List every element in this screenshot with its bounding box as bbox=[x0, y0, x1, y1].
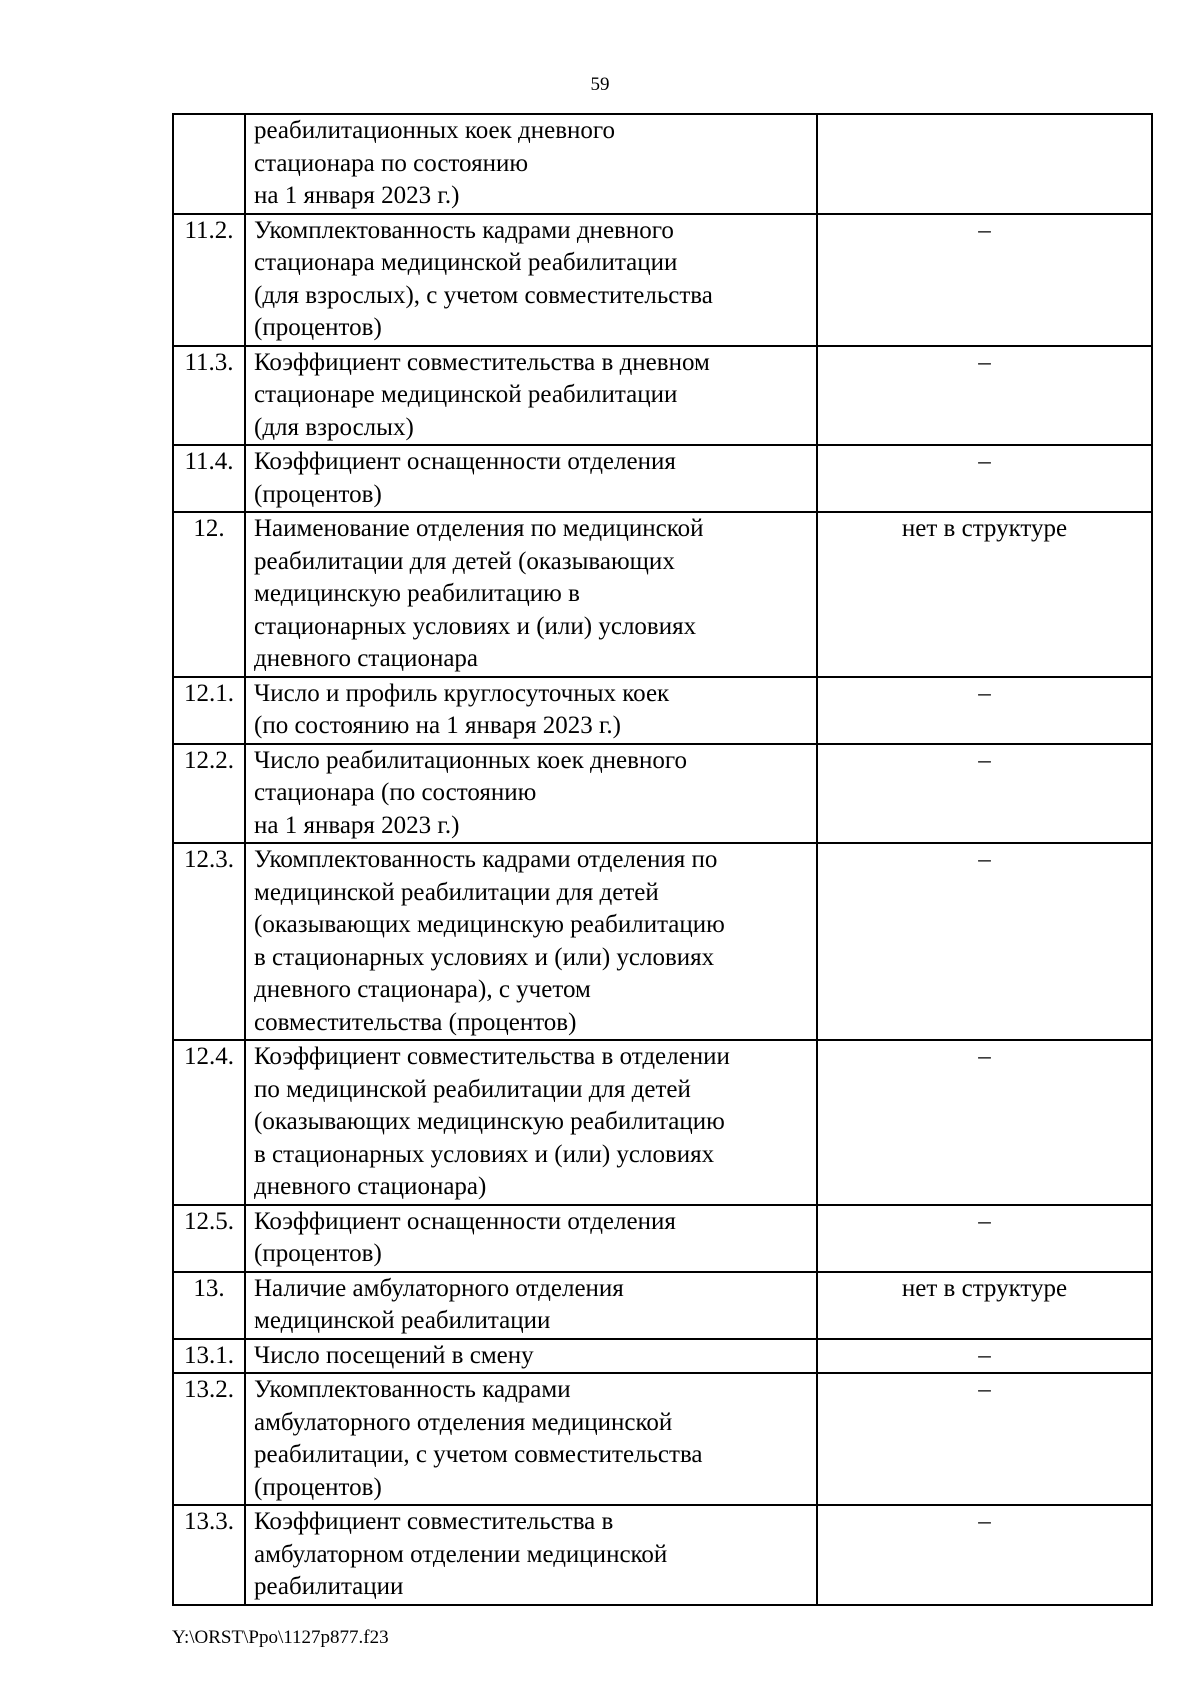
table-row bbox=[173, 1272, 1152, 1339]
row-value: – bbox=[817, 1505, 1152, 1605]
row-value: – bbox=[817, 1339, 1152, 1374]
description-line: (оказывающих медицинскую реабилитацию bbox=[254, 911, 725, 938]
description-line: на 1 января 2023 г.) bbox=[254, 811, 460, 839]
row-description bbox=[245, 843, 817, 1040]
row-value: – bbox=[817, 1373, 1152, 1505]
description-line: дневного стационара), с учетом bbox=[254, 976, 591, 1003]
table-row bbox=[173, 677, 1152, 744]
description-line: (для взрослых) bbox=[254, 413, 414, 441]
row-value: – bbox=[817, 843, 1152, 1040]
description-line: Коэффициент совместительства в отделении bbox=[254, 1043, 730, 1070]
description-line: совместительства (процентов) bbox=[254, 1008, 577, 1036]
description-line: реабилитационных коек дневного bbox=[254, 117, 616, 144]
table-row bbox=[173, 843, 1152, 1040]
table-body bbox=[173, 114, 1152, 1605]
description-line: медицинскую реабилитацию в bbox=[254, 580, 580, 607]
description-line: Число посещений в смену bbox=[254, 1341, 534, 1369]
footer-file-path: Y:\ORST\Ppo\1127p877.f23 bbox=[172, 1627, 389, 1648]
row-number: 12.5. bbox=[173, 1205, 245, 1272]
table-row bbox=[173, 744, 1152, 844]
row-value: – bbox=[817, 445, 1152, 512]
row-description bbox=[245, 1205, 817, 1272]
description-line: Укомплектованность кадрами отделения по bbox=[254, 846, 718, 873]
row-description bbox=[245, 1040, 817, 1205]
table-row bbox=[173, 1373, 1152, 1505]
row-description bbox=[245, 1505, 817, 1605]
row-value bbox=[817, 114, 1152, 214]
description-line: (по состоянию на 1 января 2023 г.) bbox=[254, 712, 622, 739]
description-line: стационара медицинской реабилитации bbox=[254, 249, 678, 276]
description-line: (процентов) bbox=[254, 1473, 382, 1501]
description-line: дневного стационара bbox=[254, 645, 479, 672]
description-line: дневного стационара) bbox=[254, 1173, 487, 1200]
description-line: Укомплектованность кадрами дневного bbox=[254, 216, 674, 244]
row-number: 11.2. bbox=[173, 214, 245, 346]
row-number: 13.3. bbox=[173, 1505, 245, 1605]
description-line: Коэффициент совместительства в дневном bbox=[254, 348, 710, 376]
description-line: Коэффициент совместительства в bbox=[254, 1508, 614, 1535]
description-line: Наличие амбулаторного отделения bbox=[254, 1274, 624, 1302]
row-value: – bbox=[817, 214, 1152, 346]
row-description bbox=[245, 1373, 817, 1505]
row-number: 11.3. bbox=[173, 346, 245, 446]
row-number: 12.2. bbox=[173, 744, 245, 844]
table-row bbox=[173, 1339, 1152, 1374]
description-line: Укомплектованность кадрами bbox=[254, 1376, 571, 1403]
row-description bbox=[245, 214, 817, 346]
page-number: 59 bbox=[590, 74, 610, 95]
row-number bbox=[173, 114, 245, 214]
description-line: стационарных условиях и (или) условиях bbox=[254, 612, 697, 640]
row-description bbox=[245, 512, 817, 677]
description-line: реабилитации bbox=[254, 1573, 404, 1600]
row-description bbox=[245, 744, 817, 844]
description-line: Коэффициент оснащенности отделения bbox=[254, 1207, 676, 1235]
row-value: – bbox=[817, 1040, 1152, 1205]
description-line: на 1 января 2023 г.) bbox=[254, 182, 460, 209]
description-line: в стационарных условиях и (или) условиях bbox=[254, 943, 715, 971]
row-number: 12.1. bbox=[173, 677, 245, 744]
description-line: медицинской реабилитации для детей bbox=[254, 878, 659, 906]
row-description bbox=[245, 1339, 817, 1374]
row-number: 12.4. bbox=[173, 1040, 245, 1205]
description-line: (процентов) bbox=[254, 314, 382, 341]
indicators-table bbox=[172, 113, 1153, 1606]
description-line: в стационарных условиях и (или) условиях bbox=[254, 1140, 715, 1168]
description-line: по медицинской реабилитации для детей bbox=[254, 1075, 691, 1103]
description-line: (оказывающих медицинскую реабилитацию bbox=[254, 1108, 725, 1135]
table-row bbox=[173, 1505, 1152, 1605]
table-row bbox=[173, 1205, 1152, 1272]
row-description bbox=[245, 677, 817, 744]
row-value: нет в структуре bbox=[817, 1272, 1152, 1339]
row-number: 13. bbox=[173, 1272, 245, 1339]
description-line: медицинской реабилитации bbox=[254, 1307, 551, 1334]
description-line: (процентов) bbox=[254, 1240, 382, 1267]
row-value: нет в структуре bbox=[817, 512, 1152, 677]
table-row bbox=[173, 1040, 1152, 1205]
description-line: стационара по состоянию bbox=[254, 149, 528, 177]
table-row bbox=[173, 114, 1152, 214]
row-number: 11.4. bbox=[173, 445, 245, 512]
description-line: амбулаторном отделении медицинской bbox=[254, 1540, 668, 1568]
row-description bbox=[245, 1272, 817, 1339]
row-description bbox=[245, 114, 817, 214]
description-line: реабилитации, с учетом совместительства bbox=[254, 1441, 703, 1468]
description-line: стационара (по состоянию bbox=[254, 779, 537, 806]
row-number: 12. bbox=[173, 512, 245, 677]
description-line: стационаре медицинской реабилитации bbox=[254, 381, 678, 408]
description-line: реабилитации для детей (оказывающих bbox=[254, 547, 675, 575]
row-value: – bbox=[817, 1205, 1152, 1272]
table-row bbox=[173, 445, 1152, 512]
description-line: Число реабилитационных коек дневного bbox=[254, 746, 687, 774]
description-line: амбулаторного отделения медицинской bbox=[254, 1408, 673, 1436]
table-row bbox=[173, 512, 1152, 677]
row-number: 12.3. bbox=[173, 843, 245, 1040]
row-value: – bbox=[817, 744, 1152, 844]
description-line: (процентов) bbox=[254, 480, 382, 508]
table-row bbox=[173, 214, 1152, 346]
description-line: Число и профиль круглосуточных коек bbox=[254, 679, 670, 707]
row-value: – bbox=[817, 346, 1152, 446]
description-line: Наименование отделения по медицинской bbox=[254, 515, 704, 542]
table-row bbox=[173, 346, 1152, 446]
row-number: 13.2. bbox=[173, 1373, 245, 1505]
row-value: – bbox=[817, 677, 1152, 744]
row-number: 13.1. bbox=[173, 1339, 245, 1374]
row-description bbox=[245, 445, 817, 512]
description-line: Коэффициент оснащенности отделения bbox=[254, 448, 676, 475]
description-line: (для взрослых), с учетом совместительства bbox=[254, 281, 713, 309]
row-description bbox=[245, 346, 817, 446]
